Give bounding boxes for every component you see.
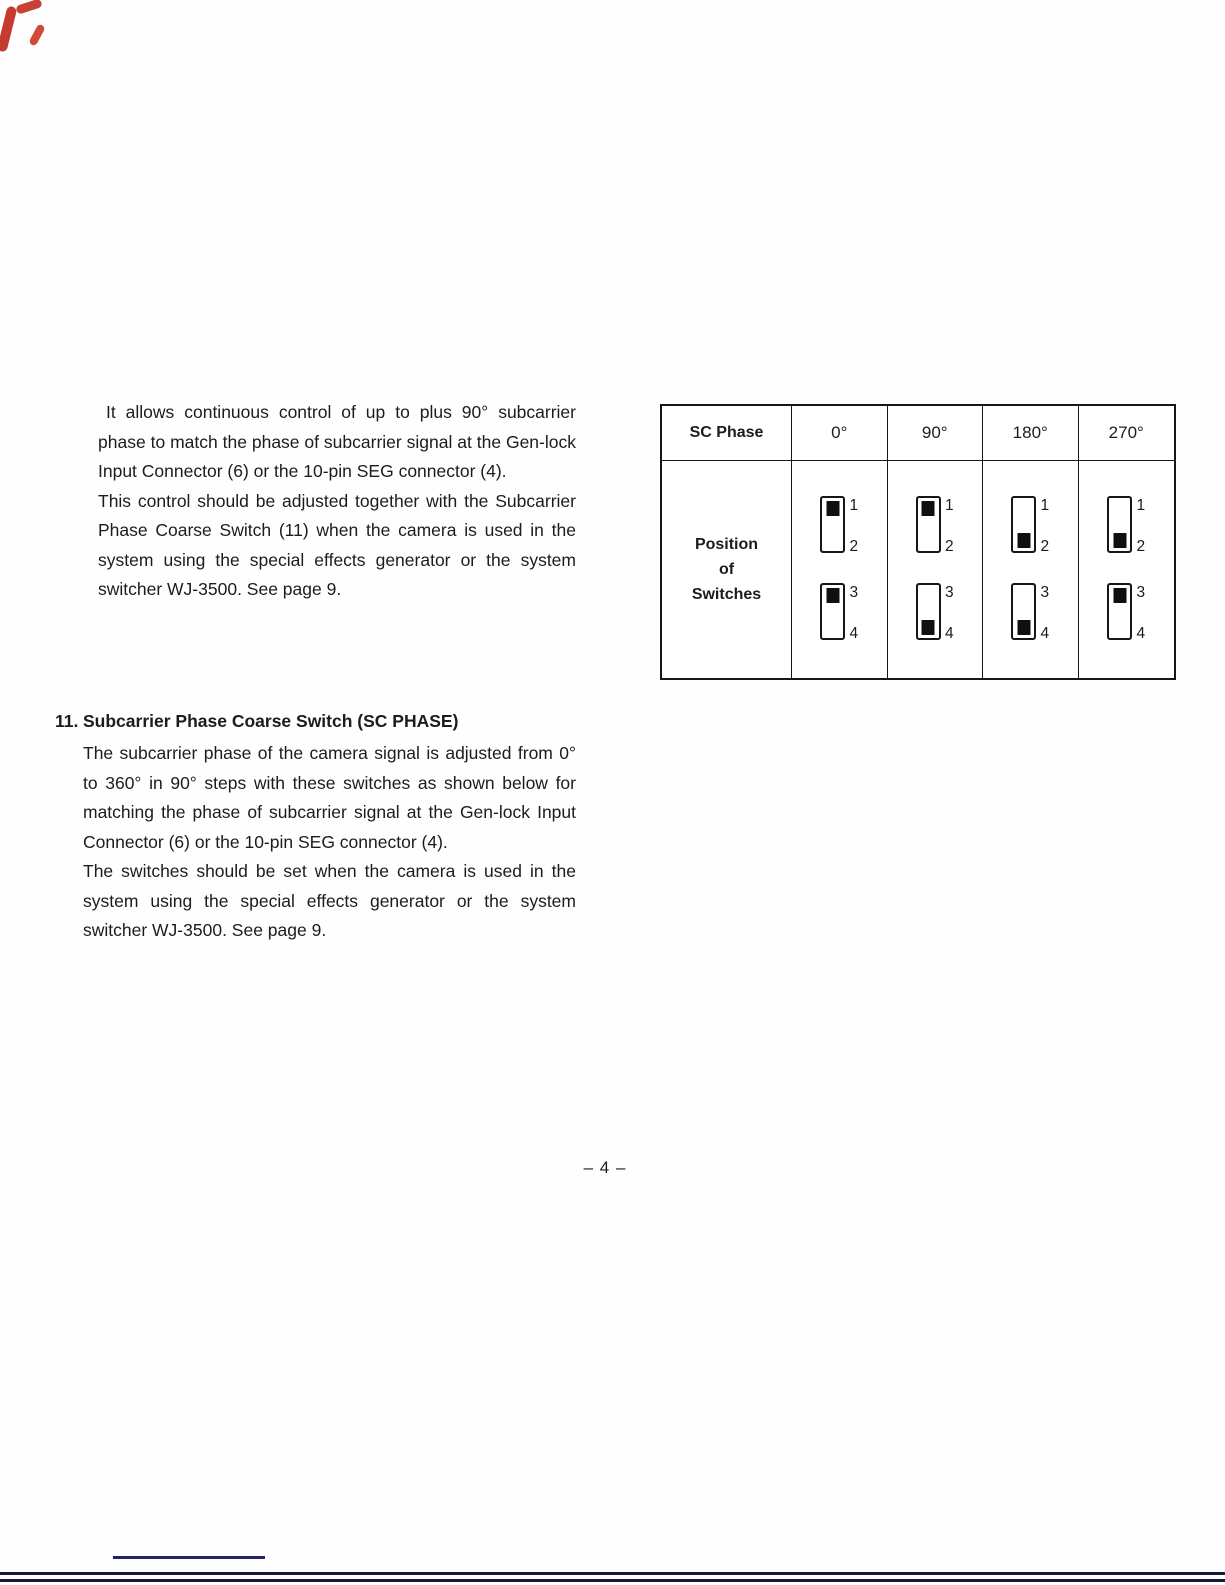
switch-position-cell-270° bbox=[1079, 461, 1175, 678]
dip-switch-labels bbox=[849, 583, 858, 644]
dip-switch-label: 1 bbox=[1136, 496, 1146, 514]
footer-rule bbox=[0, 1579, 1225, 1582]
row-label-line: Position bbox=[694, 536, 759, 553]
table-header-0deg: 0° bbox=[792, 406, 888, 461]
dip-switch-knob bbox=[1113, 533, 1126, 548]
dip-switch-label: 1 bbox=[1040, 496, 1050, 514]
switch-position-cell-180° bbox=[983, 461, 1079, 678]
dip-switch-knob bbox=[826, 501, 839, 516]
dip-switch-label: 3 bbox=[1040, 583, 1050, 601]
footer-rule bbox=[0, 1572, 1225, 1575]
dip-switch-body bbox=[820, 496, 845, 553]
dip-switch-body bbox=[916, 496, 941, 553]
dip-switch-body bbox=[1011, 583, 1036, 640]
section-11-body bbox=[83, 739, 576, 946]
dip-switch bbox=[1107, 496, 1145, 557]
dip-switch-knob bbox=[1113, 588, 1126, 603]
paragraph-sc-fine-2: This control should be adjusted together with the Subcarrier Phase Coarse Switch (11) when the camera is used in the system using the special effects generator or the system switcher WJ-3500. See page 9. bbox=[98, 490, 576, 599]
dip-switch-labels bbox=[1136, 496, 1145, 557]
dip-switch-knob bbox=[1017, 620, 1030, 635]
dip-switch-label: 4 bbox=[944, 624, 954, 642]
page-number: – 4 – bbox=[583, 1158, 627, 1177]
dip-switch-label: 2 bbox=[1136, 537, 1146, 555]
dip-switch-body bbox=[1107, 496, 1132, 553]
dip-switch bbox=[1107, 583, 1145, 644]
dip-switch-labels bbox=[849, 496, 858, 557]
table-header-270deg: 270° bbox=[1079, 406, 1175, 461]
dip-switch-knob bbox=[1017, 533, 1030, 548]
dip-switch-label: 3 bbox=[1136, 583, 1146, 601]
section-11-heading bbox=[55, 707, 577, 736]
paragraph-sc-coarse-1: The subcarrier phase of the camera signal is adjusted from 0° to 360° in 90° steps with these switches as shown below for matching the phase of subcarrier signal at the Gen-lock Input Connector (6) or the 10-pin SEG connector (4). bbox=[83, 743, 576, 852]
row-label-line: Switches bbox=[691, 586, 762, 603]
dip-switch-body bbox=[1011, 496, 1036, 553]
dip-switch-body bbox=[1107, 583, 1132, 640]
dip-switch-labels bbox=[945, 583, 954, 644]
dip-switch-label: 3 bbox=[944, 583, 954, 601]
dip-switch bbox=[820, 583, 858, 644]
left-text-column bbox=[98, 398, 576, 605]
dip-switch-label: 2 bbox=[944, 537, 954, 555]
table-header-90deg: 90° bbox=[888, 406, 984, 461]
dip-switch-label: 4 bbox=[1136, 624, 1146, 642]
red-scan-mark bbox=[28, 23, 45, 46]
dip-switch-label: 2 bbox=[849, 537, 859, 555]
dip-switch-label: 4 bbox=[849, 624, 859, 642]
switch-position-cell-90° bbox=[888, 461, 984, 678]
dip-switch-label: 3 bbox=[849, 583, 859, 601]
red-scan-mark bbox=[15, 0, 43, 15]
table-header-sc-phase: SC Phase bbox=[662, 406, 792, 461]
dip-switch-body bbox=[820, 583, 845, 640]
red-scan-mark bbox=[0, 5, 17, 52]
dip-switch-label: 4 bbox=[1040, 624, 1050, 642]
switch-position-cell-0° bbox=[792, 461, 888, 678]
dip-switch-knob bbox=[922, 501, 935, 516]
dip-switch-labels bbox=[1040, 583, 1049, 644]
paragraph-sc-coarse-2: The switches should be set when the camera is used in the system using the special effects generator or the system switcher WJ-3500. See page 9. bbox=[83, 861, 576, 940]
dip-switch-labels bbox=[1136, 583, 1145, 644]
dip-switch bbox=[820, 496, 858, 557]
row-label-line: of bbox=[718, 561, 735, 578]
section-11-number: 11. bbox=[55, 711, 79, 731]
dip-switch-knob bbox=[922, 620, 935, 635]
section-11 bbox=[55, 707, 577, 946]
footer-underline-mark bbox=[113, 1556, 265, 1559]
dip-switch bbox=[1011, 583, 1049, 644]
dip-switch-label: 2 bbox=[1040, 537, 1050, 555]
dip-switch-label: 1 bbox=[944, 496, 954, 514]
sc-phase-table bbox=[660, 404, 1176, 680]
dip-switch bbox=[1011, 496, 1049, 557]
dip-switch-labels bbox=[945, 496, 954, 557]
dip-switch-label: 1 bbox=[849, 496, 859, 514]
dip-switch bbox=[916, 583, 954, 644]
dip-switch bbox=[916, 496, 954, 557]
table-header-180deg: 180° bbox=[983, 406, 1079, 461]
table-row-label bbox=[662, 461, 792, 678]
section-11-title: Subcarrier Phase Coarse Switch (SC PHASE) bbox=[83, 711, 459, 731]
dip-switch-body bbox=[916, 583, 941, 640]
dip-switch-labels bbox=[1040, 496, 1049, 557]
dip-switch-knob bbox=[826, 588, 839, 603]
paragraph-sc-fine-1: It allows continuous control of up to plus 90° subcarrier phase to match the phase of subcarrier signal at the Gen-lock Input Connector (6) or the 10-pin SEG connector (4). bbox=[98, 402, 576, 481]
